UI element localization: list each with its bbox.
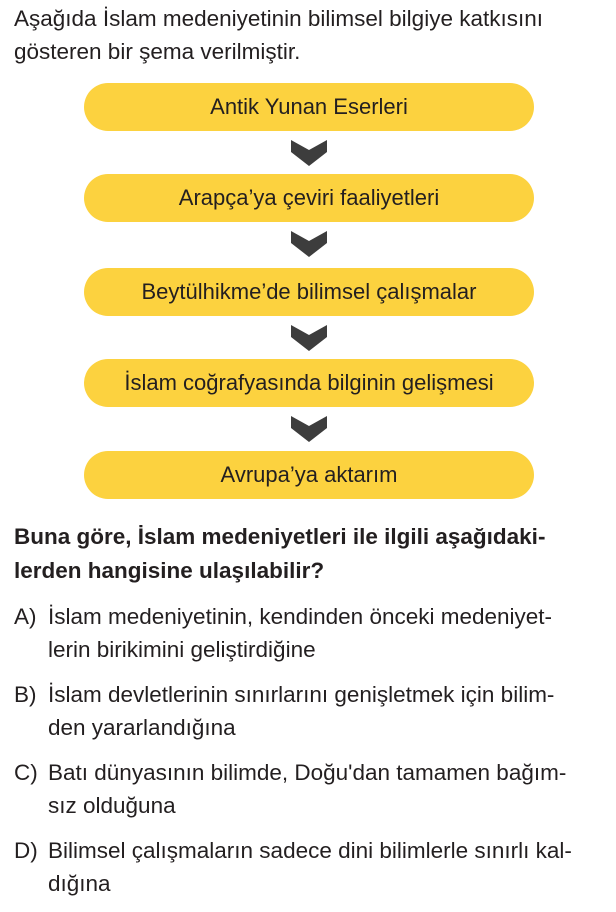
option-text bbox=[48, 678, 610, 744]
flow-step-3: Beytülhikme’de bilimsel çalışmalar bbox=[84, 268, 534, 316]
flow-step-1: Antik Yunan Eserleri bbox=[84, 83, 534, 131]
question-line-2: lerden hangisine ulaşılabilir? bbox=[14, 558, 325, 583]
down-arrow-icon bbox=[289, 412, 329, 444]
option-text bbox=[48, 834, 610, 900]
intro-text bbox=[14, 2, 610, 68]
option-text-line: İslam medeniyetinin, kendinden önceki medeniyet- bbox=[48, 604, 553, 629]
option-letter: A) bbox=[14, 604, 37, 629]
option-text-line: sız olduğuna bbox=[48, 793, 176, 818]
flow-step-4: İslam coğrafyasında bilginin gelişmesi bbox=[84, 359, 534, 407]
option-text-line: Bilimsel çalışmaların sadece dini bilimlerle sınırlı kal- bbox=[48, 838, 572, 863]
option-text-line: dığına bbox=[48, 871, 111, 896]
option-text-line: lerin birikimini geliştirdiğine bbox=[48, 637, 316, 662]
option-text-line: İslam devletlerinin sınırlarını genişletmek için bilim- bbox=[48, 682, 555, 707]
down-arrow-icon bbox=[289, 227, 329, 259]
option-b[interactable] bbox=[14, 678, 610, 756]
option-letter: C) bbox=[14, 760, 38, 785]
question-line-1: Buna göre, İslam medeniyetleri ile ilgili aşağıdaki- bbox=[14, 524, 546, 549]
intro-line-1: Aşağıda İslam medeniyetinin bilimsel bilgiye katkısını bbox=[14, 6, 543, 31]
down-arrow-icon bbox=[289, 136, 329, 168]
option-text-line: Batı dünyasının bilimde, Doğu'dan tamamen bağım- bbox=[48, 760, 567, 785]
option-d[interactable] bbox=[14, 834, 610, 912]
question-text bbox=[14, 520, 610, 588]
flow-step-2: Arapça’ya çeviri faaliyetleri bbox=[84, 174, 534, 222]
option-c[interactable] bbox=[14, 756, 610, 834]
option-letter: B) bbox=[14, 682, 37, 707]
option-text-line: den yararlandığına bbox=[48, 715, 236, 740]
option-a[interactable] bbox=[14, 600, 610, 678]
intro-line-2: gösteren bir şema verilmiştir. bbox=[14, 39, 301, 64]
down-arrow-icon bbox=[289, 321, 329, 353]
option-text bbox=[48, 756, 610, 822]
answer-options bbox=[14, 600, 610, 912]
option-letter: D) bbox=[14, 838, 38, 863]
flow-step-5: Avrupa’ya aktarım bbox=[84, 451, 534, 499]
option-text bbox=[48, 600, 610, 666]
